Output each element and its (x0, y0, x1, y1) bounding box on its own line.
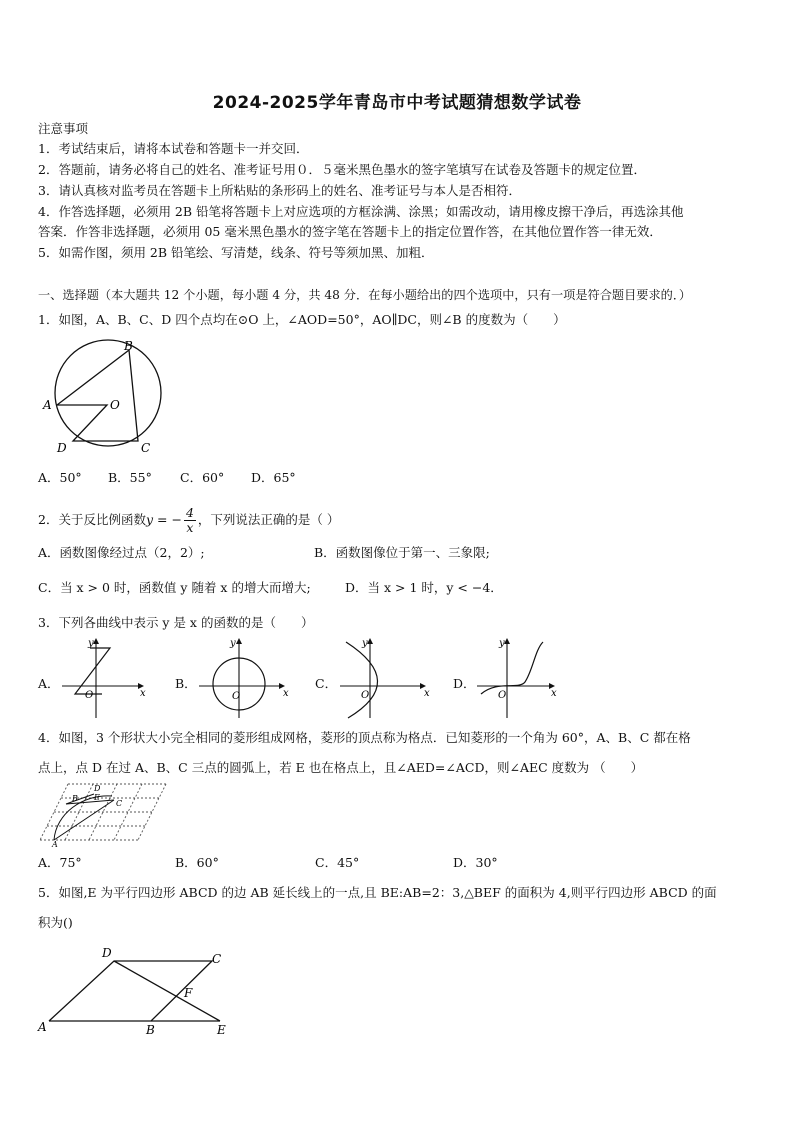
origin-label: O (232, 691, 241, 702)
option-a: A．50° (38, 470, 82, 485)
fraction-denominator: x (186, 520, 194, 535)
label-d: D (94, 784, 101, 793)
axis-x-label: x (424, 688, 430, 699)
option-a: A． (38, 676, 60, 691)
label-d: D (57, 441, 67, 455)
graph-b (197, 636, 292, 720)
notice-item: 4．作答选择题，必须用 2B 铅笔将答题卡上对应选项的方框涂满、涂黑；如需改动，请用橡皮擦干净后，再选涂其他 (38, 204, 684, 219)
label-f: F (184, 986, 193, 1000)
graph-a (60, 636, 150, 720)
label-a: A (38, 1020, 47, 1034)
label-o: O (110, 398, 120, 412)
option-d: D．当 x > 1 时，y < −4． (345, 580, 503, 595)
label-c: C (141, 441, 151, 455)
origin-label: O (498, 690, 507, 701)
graph-c (338, 636, 433, 720)
question-4-line-2: 点上，点 D 在过 A、B、C 三点的圆弧上，若 E 也在格点上，且∠AED=∠ACD，则∠AEC 度数为 （ ） (38, 760, 644, 775)
label-c: C (212, 952, 222, 966)
label-e: E (94, 793, 100, 802)
function-lhs: y = − (145, 512, 182, 527)
origin-label: O (361, 690, 370, 701)
option-c: C．60° (180, 470, 225, 485)
label-b: B (124, 339, 133, 353)
option-b: B． (175, 676, 197, 691)
option-c: C．当 x > 0 时，函数值 y 随着 x 的增大而增大; (38, 580, 311, 595)
question-5-line-2: 积为() (38, 915, 73, 930)
axis-x-label: x (551, 688, 557, 699)
notice-item: 2．答题前，请务必将自己的姓名、准考证号用０．５毫米黑色墨水的签字笔填写在试卷及答题卡的规定位置． (38, 162, 646, 177)
option-a: A．75° (38, 855, 82, 870)
option-d: D．65° (251, 470, 296, 485)
option-d: D． (453, 676, 476, 691)
notice-item: 1．考试结束后，请将本试卷和答题卡一并交回． (38, 141, 309, 156)
notice-item: 5．如需作图，须用 2B 铅笔绘、写清楚，线条、符号等须加黑、加粗． (38, 245, 434, 260)
circle-o (55, 340, 161, 446)
question-5-figure (34, 945, 244, 1037)
question-5-line-1: 5．如图,E 为平行四边形 ABCD 的边 AB 延长线上的一点,且 BE:AB=2：3,△BEF 的面积为 4,则平行四边形 ABCD 的面 (38, 885, 717, 900)
page-title: 2024-2025学年青岛市中考试题猜想数学试卷 (212, 93, 582, 113)
graph-d (475, 636, 565, 720)
figure-lines (57, 350, 138, 441)
stem-suffix: ，下列说法正确的是（ ） (197, 512, 340, 527)
origin-label: O (85, 690, 94, 701)
axis-y-label: y (230, 638, 236, 649)
label-e: E (217, 1023, 226, 1037)
stem-prefix: 2．关于反比例函数 (38, 512, 146, 527)
notice-heading: 注意事项 (38, 121, 89, 136)
label-a: A (43, 398, 52, 412)
option-c: C．45° (315, 855, 360, 870)
option-b: B．55° (108, 470, 152, 485)
label-b: B (146, 1023, 155, 1037)
axis-y-label: y (88, 638, 94, 649)
fraction (184, 506, 196, 535)
option-c: C． (315, 676, 338, 691)
section-heading: 一、选择题（本大题共 12 个小题，每小题 4 分，共 48 分．在每小题给出的四个选项中，只有一项是符合题目要求的．） (38, 288, 692, 302)
question-1-stem: 1．如图，A、B、C、D 四个点均在⊙O 上，∠AOD=50°，AO∥DC，则∠B 的度数为（ ） (38, 312, 566, 327)
label-a: A (52, 840, 58, 849)
label-c: C (116, 799, 123, 808)
axis-y-label: y (499, 638, 505, 649)
notice-item: 3．请认真核对监考员在答题卡上所粘贴的条形码上的姓名、准考证号与本人是否相符． (38, 183, 521, 198)
question-4-figure (38, 780, 170, 848)
option-b: B．60° (175, 855, 219, 870)
notice-item: 答案．作答非选择题，必须用 05 毫米黑色墨水的签字笔在答题卡上的指定位置作答，在其他位置作答一律无效． (38, 224, 662, 239)
option-a: A．函数图像经过点（2，2）; (38, 545, 205, 560)
label-b: B (72, 794, 78, 803)
option-b: B．函数图像位于第一、三象限; (314, 545, 490, 560)
question-3-stem: 3．下列各曲线中表示 y 是 x 的函数的是（ ） (38, 615, 314, 630)
fraction-numerator: 4 (185, 505, 194, 520)
axis-x-label: x (140, 688, 146, 699)
question-1-figure (40, 335, 165, 457)
option-d: D．30° (453, 855, 498, 870)
question-2-stem (38, 506, 339, 535)
label-d: D (102, 946, 112, 960)
question-4-line-1: 4．如图，3 个形状大小完全相同的菱形组成网格，菱形的顶点称为格点．已知菱形的一个角为 60°，A、B、C 都在格 (38, 730, 691, 745)
axis-x-label: x (283, 688, 289, 699)
axis-y-label: y (362, 638, 368, 649)
